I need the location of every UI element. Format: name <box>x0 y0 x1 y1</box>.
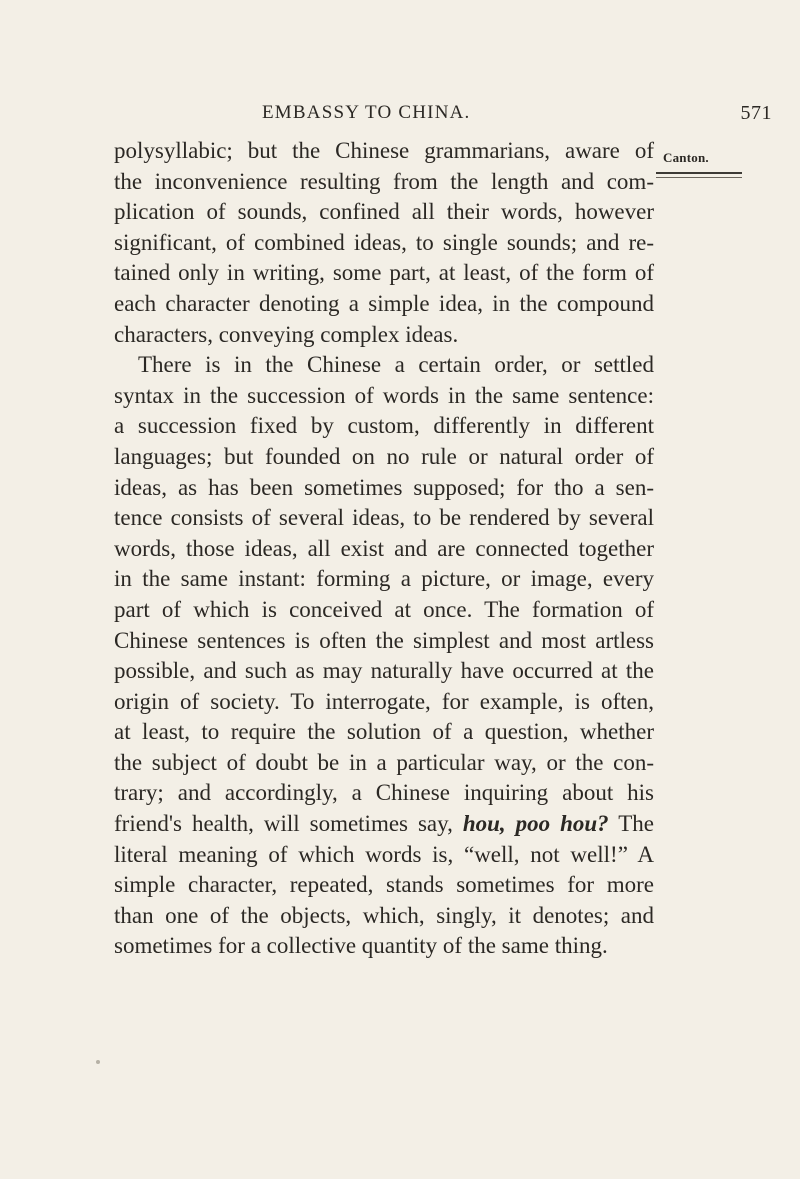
text-line: There is in the Chinese a certain order, or settled <box>138 352 654 378</box>
page-header <box>170 102 772 132</box>
text-line: possible, and such as may naturally have occurred at the <box>114 658 654 684</box>
running-title: EMBASSY TO CHINA. <box>262 102 471 123</box>
text-line: trary; and accordingly, a Chinese inquiring about his <box>114 780 654 806</box>
text-line: ideas, as has been sometimes supposed; for tho a sen- <box>114 474 654 500</box>
margin-rule <box>656 172 742 178</box>
text-line: words, those ideas, all exist and are connected together <box>114 535 654 561</box>
text-segment: The <box>618 811 654 837</box>
text-line: origin of society. To interrogate, for example, is often, <box>114 688 654 714</box>
text-line: than one of the objects, which, singly, it denotes; and <box>114 902 654 928</box>
text-line: the inconvenience resulting from the length and com- <box>114 168 654 194</box>
text-line: part of which is conceived at once. The formation of <box>114 596 654 622</box>
text-line: tence consists of several ideas, to be rendered by several <box>114 505 654 531</box>
text-line: sometimes for a collective quantity of the same thing. <box>114 933 608 959</box>
text-line: a succession fixed by custom, differently in different <box>114 413 654 439</box>
text-line: at least, to require the solution of a question, whether <box>114 719 654 745</box>
body-text <box>114 136 654 962</box>
text-line: syntax in the succession of words in the same sentence: <box>114 382 654 408</box>
text-line: literal meaning of which words is, “well, not well!” A <box>114 841 654 867</box>
text-line: the subject of doubt be in a particular way, or the con- <box>114 749 654 775</box>
text-line: plication of sounds, confined all their words, however <box>114 199 654 225</box>
text-line-with-italic <box>114 809 654 840</box>
text-line: each character denoting a simple idea, in the compound <box>114 290 654 316</box>
text-line: characters, conveying complex ideas. <box>114 321 459 347</box>
italic-phrase: hou, poo hou? <box>462 811 609 837</box>
text-line: in the same instant: forming a picture, or image, every <box>114 566 654 592</box>
margin-note: Canton. <box>663 150 709 165</box>
text-line: tained only in writing, some part, at least, of the form of <box>114 260 654 286</box>
text-line: significant, of combined ideas, to single sounds; and re- <box>114 229 654 255</box>
text-line: Chinese sentences is often the simplest and most artless <box>114 627 654 653</box>
text-line: simple character, repeated, stands sometimes for more <box>114 872 654 898</box>
page-number: 571 <box>740 102 772 124</box>
paper-speck <box>96 1060 100 1064</box>
text-line: polysyllabic; but the Chinese grammarians, aware of <box>114 138 654 163</box>
text-segment: friend's health, will sometimes say, <box>114 811 453 837</box>
text-line: languages; but founded on no rule or natural order of <box>114 443 654 469</box>
